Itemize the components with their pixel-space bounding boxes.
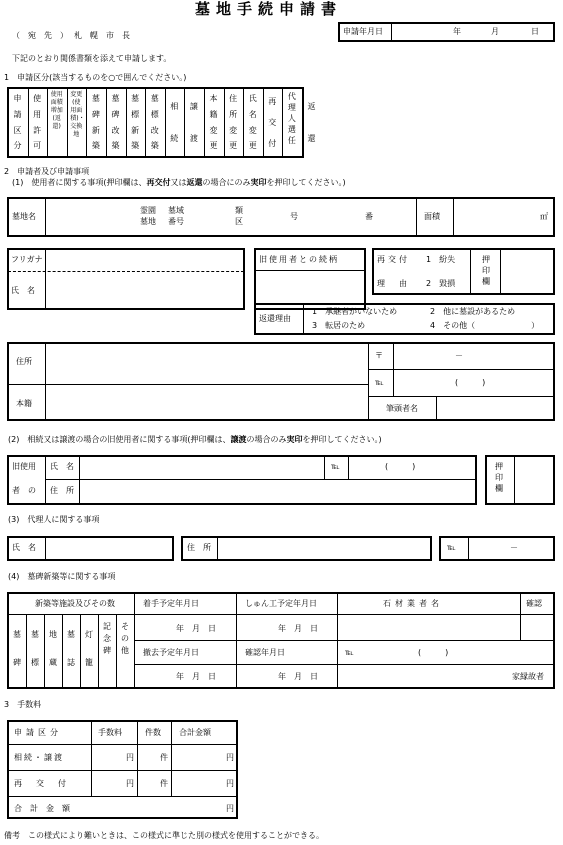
- divider: [46, 479, 476, 480]
- mason-phone-paren: ( ): [418, 648, 449, 657]
- agent-address-box: [181, 536, 432, 561]
- divider: [393, 343, 394, 396]
- phone-paren: ( ): [455, 378, 486, 387]
- note-text: 備考 この様式により難いときは、この様式に準じた別の様式を使用することができる。: [4, 831, 324, 840]
- lot-label: 墓地名: [12, 212, 36, 221]
- domicile-label: 本籍: [16, 399, 32, 408]
- category-option[interactable]: 本籍変更: [209, 94, 218, 151]
- removal-date-label: 撤去予定年月日: [143, 648, 199, 657]
- furigana-label: フリガナ: [11, 255, 43, 264]
- divider: [171, 721, 172, 796]
- return-opt-4: 4 その他（ ）: [430, 321, 540, 330]
- return-reason-label: 返還理由: [259, 314, 291, 323]
- divider: [45, 198, 46, 236]
- divider: [62, 615, 63, 688]
- agent-name-label: 氏 名: [12, 543, 36, 552]
- category-option[interactable]: 墓標改築: [150, 94, 159, 151]
- confirm-date-label: 確認年月日: [245, 648, 285, 657]
- divider: [8, 796, 237, 797]
- section1-heading: 1 申請区分(該当するものを○で囲んでください。): [4, 73, 187, 82]
- confirm-date-ymd: 年 月 日: [278, 672, 318, 681]
- intro-text: 下記のとおり関係書類を添えて申請します。: [12, 54, 172, 63]
- facility-label: 記念碑: [103, 622, 111, 655]
- application-year: 年: [453, 27, 461, 36]
- mason-phone-icon: ℡: [345, 648, 354, 657]
- divider: [8, 614, 554, 615]
- lot-box: [7, 197, 555, 237]
- agent-phone-box: [439, 536, 555, 561]
- reissue-label: 再交付: [377, 255, 410, 264]
- facility-label: その他: [121, 622, 129, 655]
- fee-row-fee: 円: [126, 753, 134, 762]
- divider: [86, 88, 87, 157]
- agent-address-label: 住 所: [187, 543, 211, 552]
- divider: [8, 770, 237, 771]
- divider: [135, 640, 337, 641]
- divider: [67, 88, 68, 157]
- ward-label: 類区: [235, 206, 243, 226]
- facilities-header: 新築等施設及びその数: [35, 599, 115, 608]
- lot-no-label: 番: [365, 212, 373, 221]
- reissue-opt-damaged: 2 毀損: [426, 279, 456, 288]
- old-user-label-1: 旧使用: [12, 462, 36, 471]
- phone-icon: ℡: [375, 378, 384, 387]
- section2-sub1-heading: (1) 使用者に関する事項(押印欄は、再交付又は返還の場合にのみ実印を押印してください。): [12, 178, 346, 187]
- divider: [224, 88, 225, 157]
- name-label: 氏 名: [11, 286, 35, 295]
- category-option[interactable]: 墓標新築: [131, 94, 140, 151]
- divider: [302, 88, 303, 157]
- old-user-address-label: 住 所: [50, 486, 74, 495]
- sub3-heading: (3) 代理人に関する事項: [8, 515, 100, 524]
- divider: [126, 88, 127, 157]
- category-option[interactable]: 使用許可: [33, 94, 42, 151]
- facility-label: 灯籠: [85, 630, 93, 667]
- return-opt-1: 1 承継者がいないため: [312, 307, 398, 316]
- sub4-heading: (4) 墓碑新築等に関する事項: [8, 572, 116, 581]
- category-option[interactable]: 墓碑改築: [111, 94, 120, 151]
- category-option[interactable]: 住所変更: [229, 94, 238, 151]
- divider: [137, 721, 138, 796]
- fee-row-total: 円: [226, 779, 234, 788]
- divider: [116, 615, 117, 688]
- category-option[interactable]: 墓碑新築: [91, 94, 100, 151]
- divider: [91, 721, 92, 796]
- application-date-label: 申請年月日: [343, 27, 383, 36]
- divider: [28, 88, 29, 157]
- old-user-phone-paren: ( ): [385, 462, 416, 471]
- divider: [45, 343, 46, 420]
- divider: [8, 271, 244, 272]
- category-option[interactable]: 変更(使用面積)・交換地: [70, 91, 85, 138]
- divider: [165, 88, 166, 157]
- divider: [45, 249, 46, 309]
- category-option[interactable]: 譲渡: [189, 102, 198, 143]
- divider: [80, 615, 81, 688]
- facility-label: 墓碑: [13, 630, 21, 667]
- divider: [47, 88, 48, 157]
- removal-date-ymd: 年 月 日: [176, 672, 216, 681]
- addressee-paren: （ 宛 先 ）: [12, 31, 68, 40]
- fee-row-count: 件: [160, 779, 168, 788]
- divider: [135, 664, 337, 665]
- section3-heading: 3 手数料: [4, 700, 42, 709]
- fee-row-label: 相続・譲渡: [14, 753, 64, 762]
- divider: [500, 249, 501, 294]
- divider: [416, 198, 417, 236]
- divider: [263, 88, 264, 157]
- divider: [369, 396, 554, 397]
- divider: [369, 369, 554, 370]
- old-user-seal-label: 押印欄: [495, 462, 503, 493]
- old-user-label-2: 者 の: [12, 486, 36, 495]
- divider: [45, 537, 46, 560]
- divider: [145, 88, 146, 157]
- divider: [436, 397, 437, 420]
- fee-row-total: 円: [226, 753, 234, 762]
- agent-phone-dash: －: [510, 543, 518, 552]
- divider: [468, 537, 469, 560]
- area-label: 面積: [424, 212, 440, 221]
- area-unit: ㎡: [540, 212, 548, 221]
- divider: [255, 270, 365, 271]
- divider: [45, 456, 46, 504]
- fee-header-count: 件数: [145, 728, 161, 737]
- addressee-mayor: 札 幌 市 長: [74, 31, 130, 40]
- name-box: [7, 248, 245, 310]
- category-option[interactable]: 代理人選任: [287, 92, 296, 145]
- reissue-opt-lost: 1 紛失: [426, 255, 456, 264]
- divider: [470, 249, 471, 294]
- fee-row-fee: 円: [126, 779, 134, 788]
- divider: [520, 593, 521, 640]
- divider: [324, 456, 325, 479]
- family-deceased-label: 家縁故者: [512, 672, 544, 681]
- divider: [204, 88, 205, 157]
- divider: [8, 384, 368, 385]
- start-date-ymd: 年 月 日: [176, 624, 216, 633]
- fee-header-total: 合計金額: [179, 728, 211, 737]
- relation-label: 旧使用者との続柄: [259, 255, 339, 264]
- divider: [98, 615, 99, 688]
- divider: [44, 615, 45, 688]
- agent-phone-icon: ℡: [447, 543, 456, 552]
- completion-date-ymd: 年 月 日: [278, 624, 318, 633]
- category-option[interactable]: 使用面積増加(返還): [50, 91, 63, 130]
- area-no-label: 墓域番号: [168, 206, 184, 226]
- category-option[interactable]: 再交付: [268, 97, 277, 148]
- seal-label: 押印欄: [482, 255, 490, 286]
- confirm-label: 確認: [526, 599, 542, 608]
- fee-total-label: 合計金額: [14, 804, 78, 813]
- postal-dash: －: [455, 351, 463, 360]
- old-user-name-label: 氏 名: [50, 462, 74, 471]
- number-label: 号: [290, 212, 298, 221]
- application-day: 日: [531, 27, 539, 36]
- divider: [79, 456, 80, 504]
- page-title: 墓地手続申請書: [195, 0, 343, 18]
- mason-label: 石材業者名: [383, 599, 443, 608]
- divider: [26, 615, 27, 688]
- section2-heading: 2 申請者及び申請事項: [4, 167, 90, 176]
- fee-row-count: 件: [160, 753, 168, 762]
- category-option[interactable]: 返還: [307, 102, 316, 143]
- return-opt-3: 3 転居のため: [312, 321, 366, 330]
- category-option[interactable]: 氏名変更: [248, 94, 257, 151]
- facility-label: 地蔵: [49, 630, 57, 667]
- completion-date-label: しゅん工予定年月日: [245, 599, 317, 608]
- divider: [348, 456, 349, 479]
- divider: [338, 664, 554, 665]
- divider: [282, 88, 283, 157]
- divider: [391, 23, 392, 41]
- fee-header-fee: 手数料: [98, 728, 122, 737]
- fee-row-label: 再交付: [14, 779, 80, 788]
- fee-header-category: 申請区分: [14, 728, 62, 737]
- divider: [184, 88, 185, 157]
- application-month: 月: [491, 27, 499, 36]
- facility-label: 墓標: [31, 630, 39, 667]
- divider: [8, 744, 237, 745]
- divider: [514, 456, 515, 504]
- old-user-phone-icon: ℡: [331, 462, 340, 471]
- divider: [106, 88, 107, 157]
- facility-label: 墓誌: [67, 630, 75, 667]
- postal-icon: 〒: [375, 351, 383, 360]
- sub2-heading: (2) 相続又は譲渡の場合の旧使用者に関する事項(押印欄は、譲渡の場合のみ実印を押印してください。): [8, 435, 382, 444]
- start-date-label: 着手予定年月日: [143, 599, 199, 608]
- divider: [303, 304, 304, 334]
- fee-total-unit: 円: [226, 804, 234, 813]
- divider: [217, 537, 218, 560]
- address-label: 住所: [16, 357, 32, 366]
- divider: [338, 640, 554, 641]
- divider: [368, 343, 369, 420]
- reason-label: 理 由: [377, 279, 410, 288]
- category-option[interactable]: 相続: [170, 102, 179, 143]
- category-label: 申請区分: [13, 94, 22, 151]
- divider: [243, 88, 244, 157]
- divider: [453, 198, 454, 236]
- cemetery-label: 霊園墓地: [140, 206, 156, 226]
- return-opt-2: 2 他に墓設があるため: [430, 307, 516, 316]
- head-label: 筆頭者名: [386, 404, 418, 413]
